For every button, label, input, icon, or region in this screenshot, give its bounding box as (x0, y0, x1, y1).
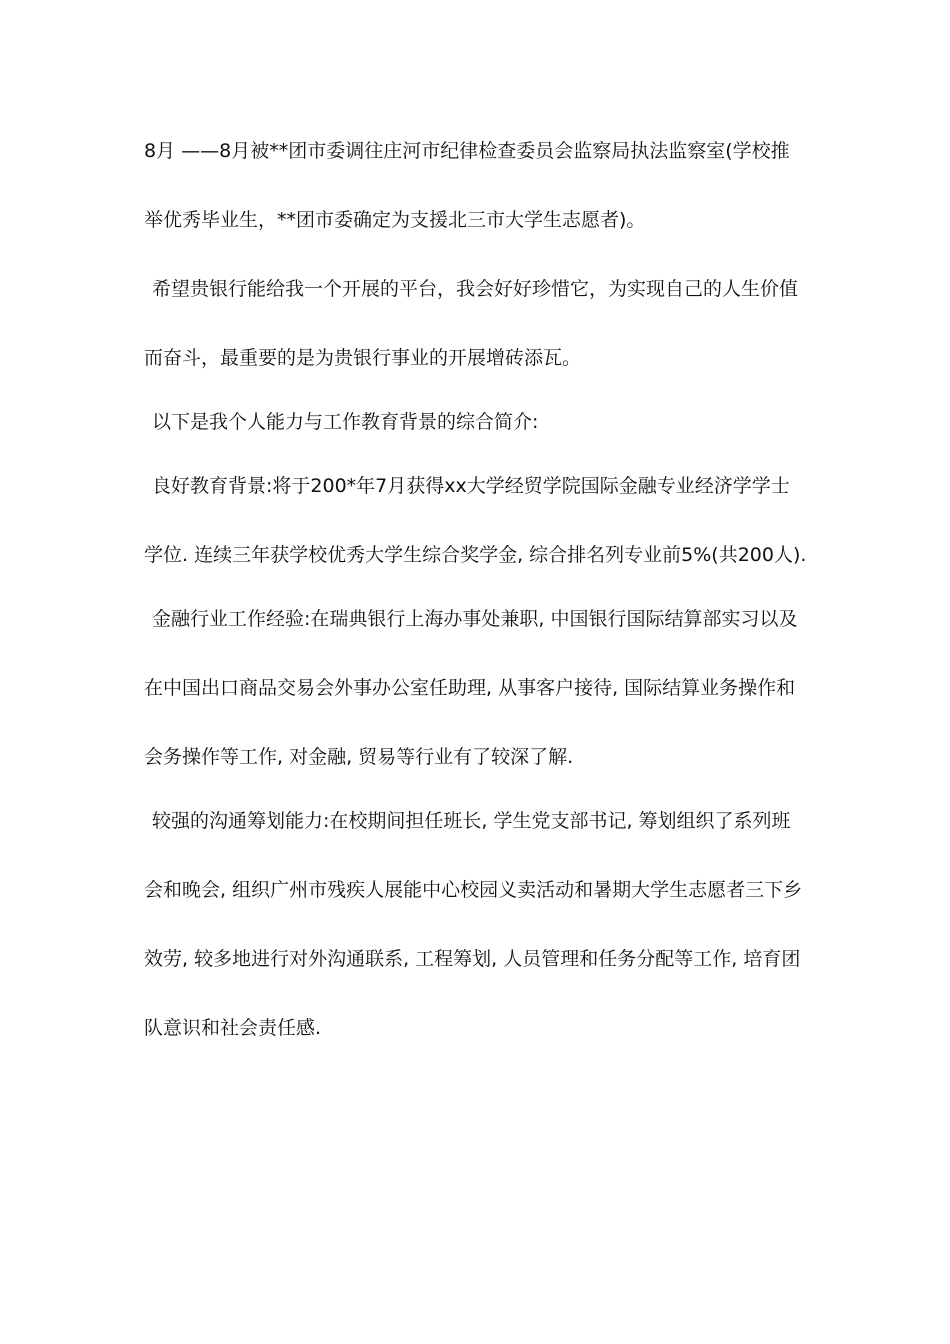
text-line-12: 会和晚会, 组织广州市残疾人展能中心校园义卖活动和暑期大学生志愿者三下乡 (144, 879, 803, 901)
text-line-9: 在中国出口商品交易会外事办公室任助理, 从事客户接待, 国际结算业务操作和 (144, 677, 796, 699)
text-line-2: 举优秀毕业生，**团市委确定为支援北三市大学生志愿者)。 (144, 209, 646, 231)
document-body (144, 128, 814, 1040)
text-line-7: 学位. 连续三年获学校优秀大学生综合奖学金, 综合排名列专业前5%(共200人). (144, 544, 807, 566)
text-line-10: 会务操作等工作, 对金融, 贸易等行业有了较深了解. (144, 746, 574, 768)
text-line-14: 队意识和社会责任感. (144, 1017, 322, 1039)
text-line-1: 8月 ——8月被**团市委调往庄河市纪律检查委员会监察局执法监察室(学校推 (144, 140, 790, 162)
text-line-4: 而奋斗，最重要的是为贵银行事业的开展增砖添瓦。 (144, 347, 582, 369)
text-line-11: 较强的沟通筹划能力:在校期间担任班长, 学生党支部书记, 筹划组织了系列班 (152, 810, 791, 832)
text-line-6: 良好教育背景:将于200*年7月获得xx大学经贸学院国际金融专业经济学学士 (152, 475, 790, 497)
text-line-8: 金融行业工作经验:在瑞典银行上海办事处兼职, 中国银行国际结算部实习以及 (152, 608, 798, 630)
text-line-5: 以下是我个人能力与工作教育背景的综合简介: (152, 411, 539, 433)
text-line-13: 效劳, 较多地进行对外沟通联系, 工程筹划, 人员管理和任务分配等工作, 培育团 (144, 948, 801, 970)
text-line-3: 希望贵银行能给我一个开展的平台，我会好好珍惜它，为实现自己的人生价值 (152, 278, 799, 300)
